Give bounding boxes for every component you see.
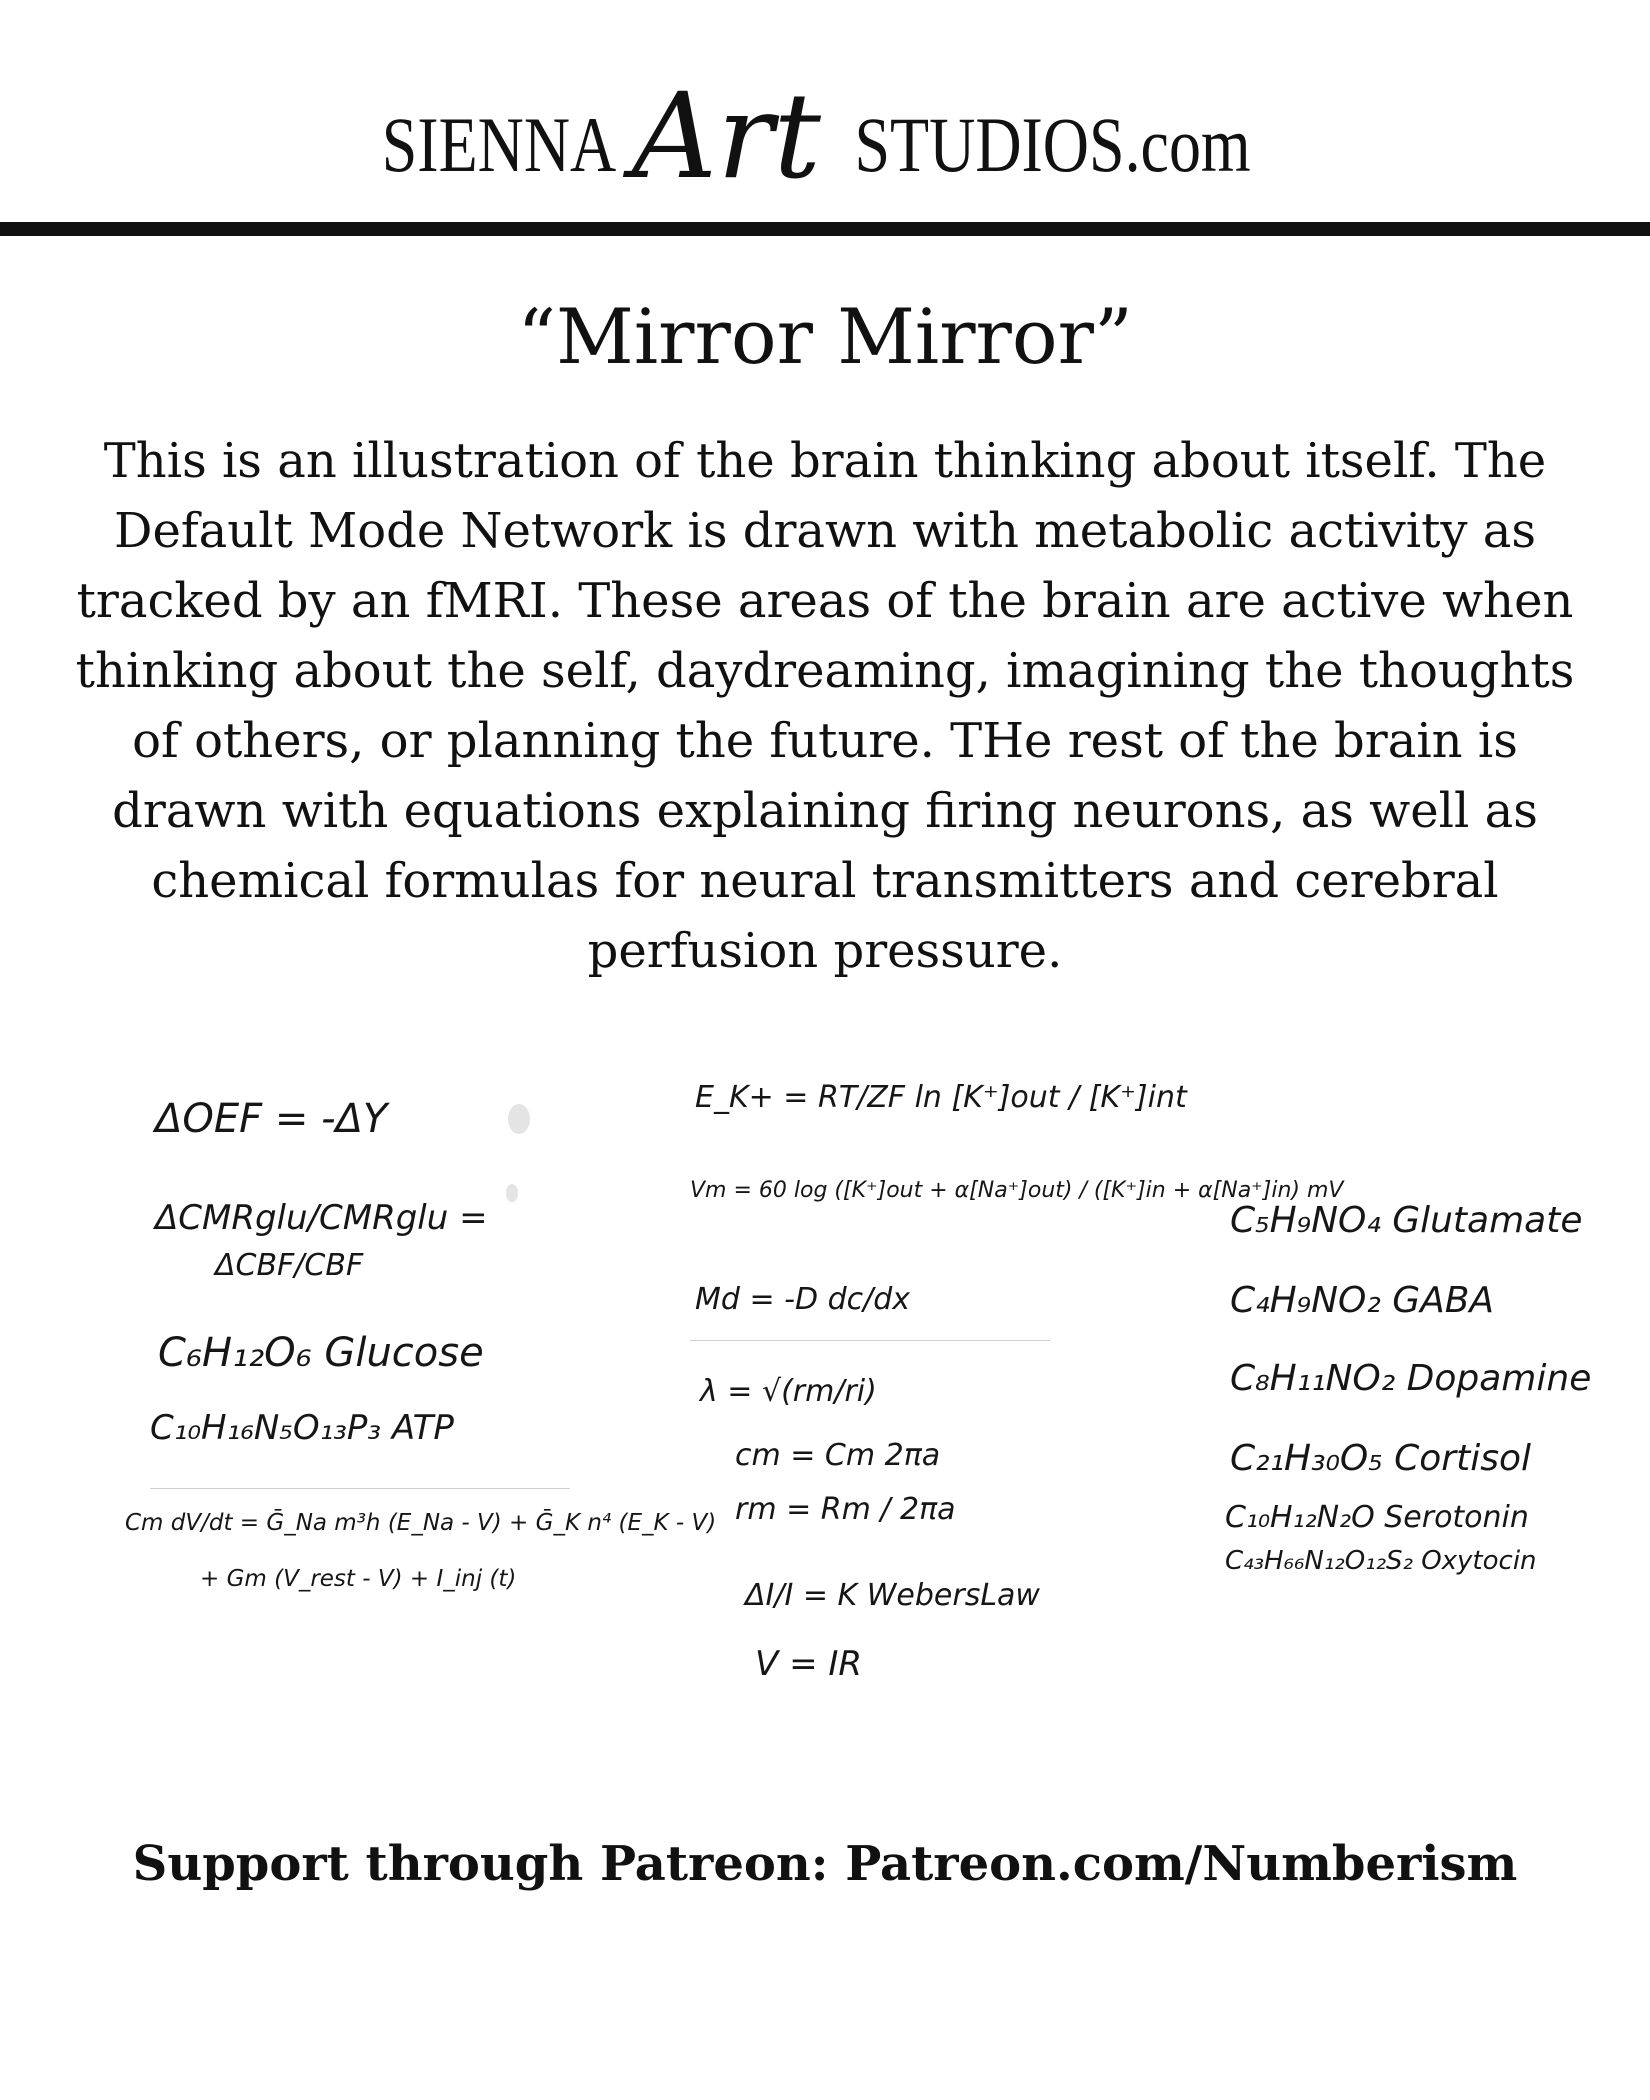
formula-dopamine: C₈H₁₁NO₂ Dopamine bbox=[1230, 1358, 1592, 1399]
sheet-line bbox=[690, 1340, 1050, 1341]
paper-smudge bbox=[508, 1104, 530, 1134]
formula-glutamate: C₅H₉NO₄ Glutamate bbox=[1230, 1200, 1583, 1241]
patreon-support-text: Support through Patreon: Patreon.com/Numberism bbox=[132, 1836, 1518, 1892]
equation-diffusion: Md = -D dc/dx bbox=[695, 1282, 911, 1317]
equation-membrane-resistance: rm = Rm / 2πa bbox=[735, 1492, 956, 1527]
formula-serotonin: C₁₀H₁₂N₂O Serotonin bbox=[1225, 1500, 1529, 1535]
formula-atp: C₁₀H₁₆N₅O₁₃P₃ ATP bbox=[150, 1408, 454, 1448]
site-header bbox=[0, 67, 1650, 220]
equation-length-constant: λ = √(rm/ri) bbox=[700, 1374, 877, 1409]
equation-ghk: Vm = 60 log ([K⁺]out + α[Na⁺]out) / ([K⁺]in + α[Na⁺]in) mV bbox=[690, 1178, 1344, 1203]
formula-oxytocin: C₄₃H₆₆N₁₂O₁₂S₂ Oxytocin bbox=[1225, 1546, 1537, 1576]
formula-cortisol: C₂₁H₃₀O₅ Cortisol bbox=[1230, 1438, 1532, 1479]
brand-sienna: SIENNA bbox=[381, 101, 617, 188]
brand-studios: STUDIOS.com bbox=[854, 101, 1251, 188]
artwork-title: “Mirror Mirror” bbox=[517, 292, 1133, 381]
equation-ohms-law: V = IR bbox=[755, 1644, 863, 1684]
equation-cmrglu: ΔCMRglu/CMRglu = bbox=[155, 1198, 488, 1238]
equation-hodgkin-huxley: Cm dV/dt = Ḡ_Na m³h (E_Na - V) + Ḡ_K n⁴ (E_K - V) bbox=[125, 1510, 717, 1536]
equation-nernst: E_K+ = RT/ZF ln [K⁺]out / [K⁺]int bbox=[695, 1080, 1187, 1115]
equation-cbf: ΔCBF/CBF bbox=[215, 1248, 364, 1283]
sheet-line bbox=[150, 1488, 570, 1489]
paper-smudge bbox=[506, 1184, 518, 1202]
brand-art-script: Art bbox=[631, 67, 821, 205]
formula-gaba: C₄H₉NO₂ GABA bbox=[1230, 1280, 1495, 1321]
equation-webers-law: ΔI/I = K WebersLaw bbox=[745, 1578, 1040, 1613]
equation-oef: ΔOEF = -ΔY bbox=[155, 1096, 388, 1142]
equation-hodgkin-huxley-cont: + Gm (V_rest - V) + I_inj (t) bbox=[200, 1566, 517, 1592]
formula-glucose: C₆H₁₂O₆ Glucose bbox=[158, 1330, 484, 1376]
artwork-description: This is an illustration of the brain thinking about itself. The Default Mode Network is drawn with metabolic activity as tracked by an fMRI. These areas of the brain are active when thinking about the self, daydreaming, imagining the thoughts of others, or planning the future. THe rest of the brain is drawn with equations explaining firing neurons, as well as chemical formulas for neural transmitters and cerebral perfusion pressure. bbox=[75, 433, 1575, 979]
header-divider bbox=[0, 222, 1650, 236]
equation-capacitance: cm = Cm 2πa bbox=[735, 1438, 941, 1473]
